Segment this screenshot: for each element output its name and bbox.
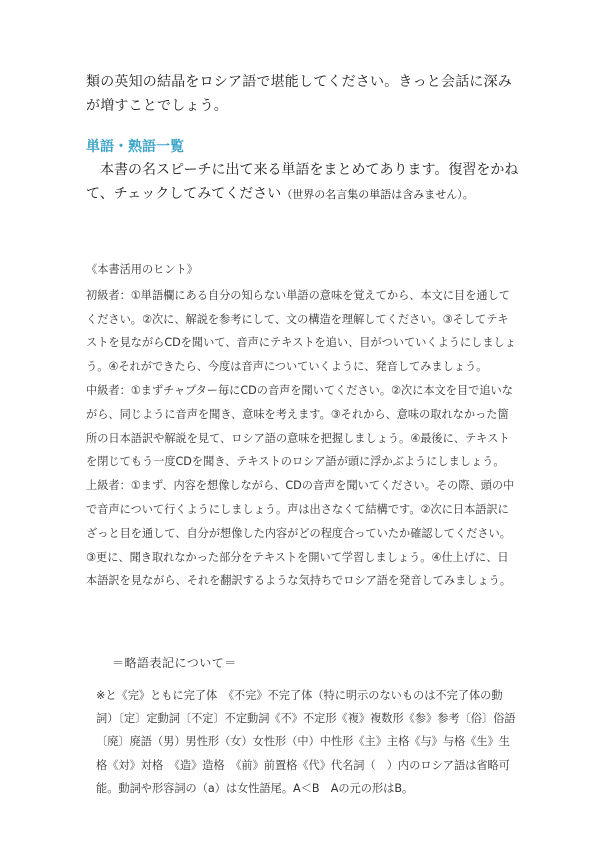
hint-beginner: 初級者：①単語欄にある自分の知らない単語の意味を覚えてから、本文に目を通してください。②次に、解説を参考にして、文の構造を理解してください。③そしてテキストを見ながらCDを聞いて、音声にテキストを追い、目がついていくようにしましょう。④それができたら、今度は音声についていくように、発音してみましょう。 <box>86 288 516 374</box>
hint-advanced: 上級者：①まず、内容を想像しながら、CDの音声を聞いてください。その際、頭の中で音声について行くようにしましょう。声は出さなくて結構です。②次に日本語訳にざっと目を通して、自分が想像した内容がどの程度合っていたか確認してください。③更に、聞き取れなかった部分をテキストを開いて学習しましょう。④仕上げに、日本語訳を見ながら、それを翻訳するような気持ちでロシア語を発音してみましょう。 <box>86 479 515 588</box>
section-heading: 単語・熟語一覧 <box>86 139 184 155</box>
intro-text: 類の英知の結晶をロシア語で堪能してください。きっと会話に深みが増すことでしょう。 <box>86 74 512 114</box>
hint-intermediate: 中級者：①まずチャプター毎にCDの音声を聞いてください。②次に本文を目で追いながら、同じように音声を聞き、意味を考えます。③それから、意味の取れなかった箇所の日本語訳や解説を見て、ロシア語の意味を把握しましょう。④最後に、テキストを閉じてもう一度CDを聞き、テキストのロシア語が頭に浮かぶようにしましょう。 <box>86 383 513 469</box>
section-body <box>86 158 526 207</box>
abbreviations-body <box>96 684 518 800</box>
section-body-main: 本書の名スピーチに出て来る単語をまとめてあります。復習をかねて、チェックしてみてください <box>86 162 519 202</box>
section-body-note: （世界の名言集の単語は含みません）。 <box>281 188 474 201</box>
hints-title: 《本書活用のヒント》 <box>86 263 198 276</box>
abbreviations-text: ※と《完》ともに完了体 《不完》不完了体（特に明示のないものは不完了体の動詞）〔定〕定動詞〔不定〕不定動詞《不》不定形《複》複数形《参》参考〔俗〕俗語〔廃〕廃語（男）男性形（女）女性形（中）中性形《主》主格《与》与格《生》生格《対》対格 《造》造格 《前》前置格《代》代名詞（ ）内のロシア語は省略可能。動詞や形容詞の（a）は女性語尾。A＜B Aの元の形はB。 <box>96 689 516 795</box>
intro-paragraph <box>86 70 526 118</box>
section-body-text <box>86 158 526 207</box>
abbreviations-heading: ＝略語表記について＝ <box>112 656 237 670</box>
hints-block <box>86 258 516 593</box>
